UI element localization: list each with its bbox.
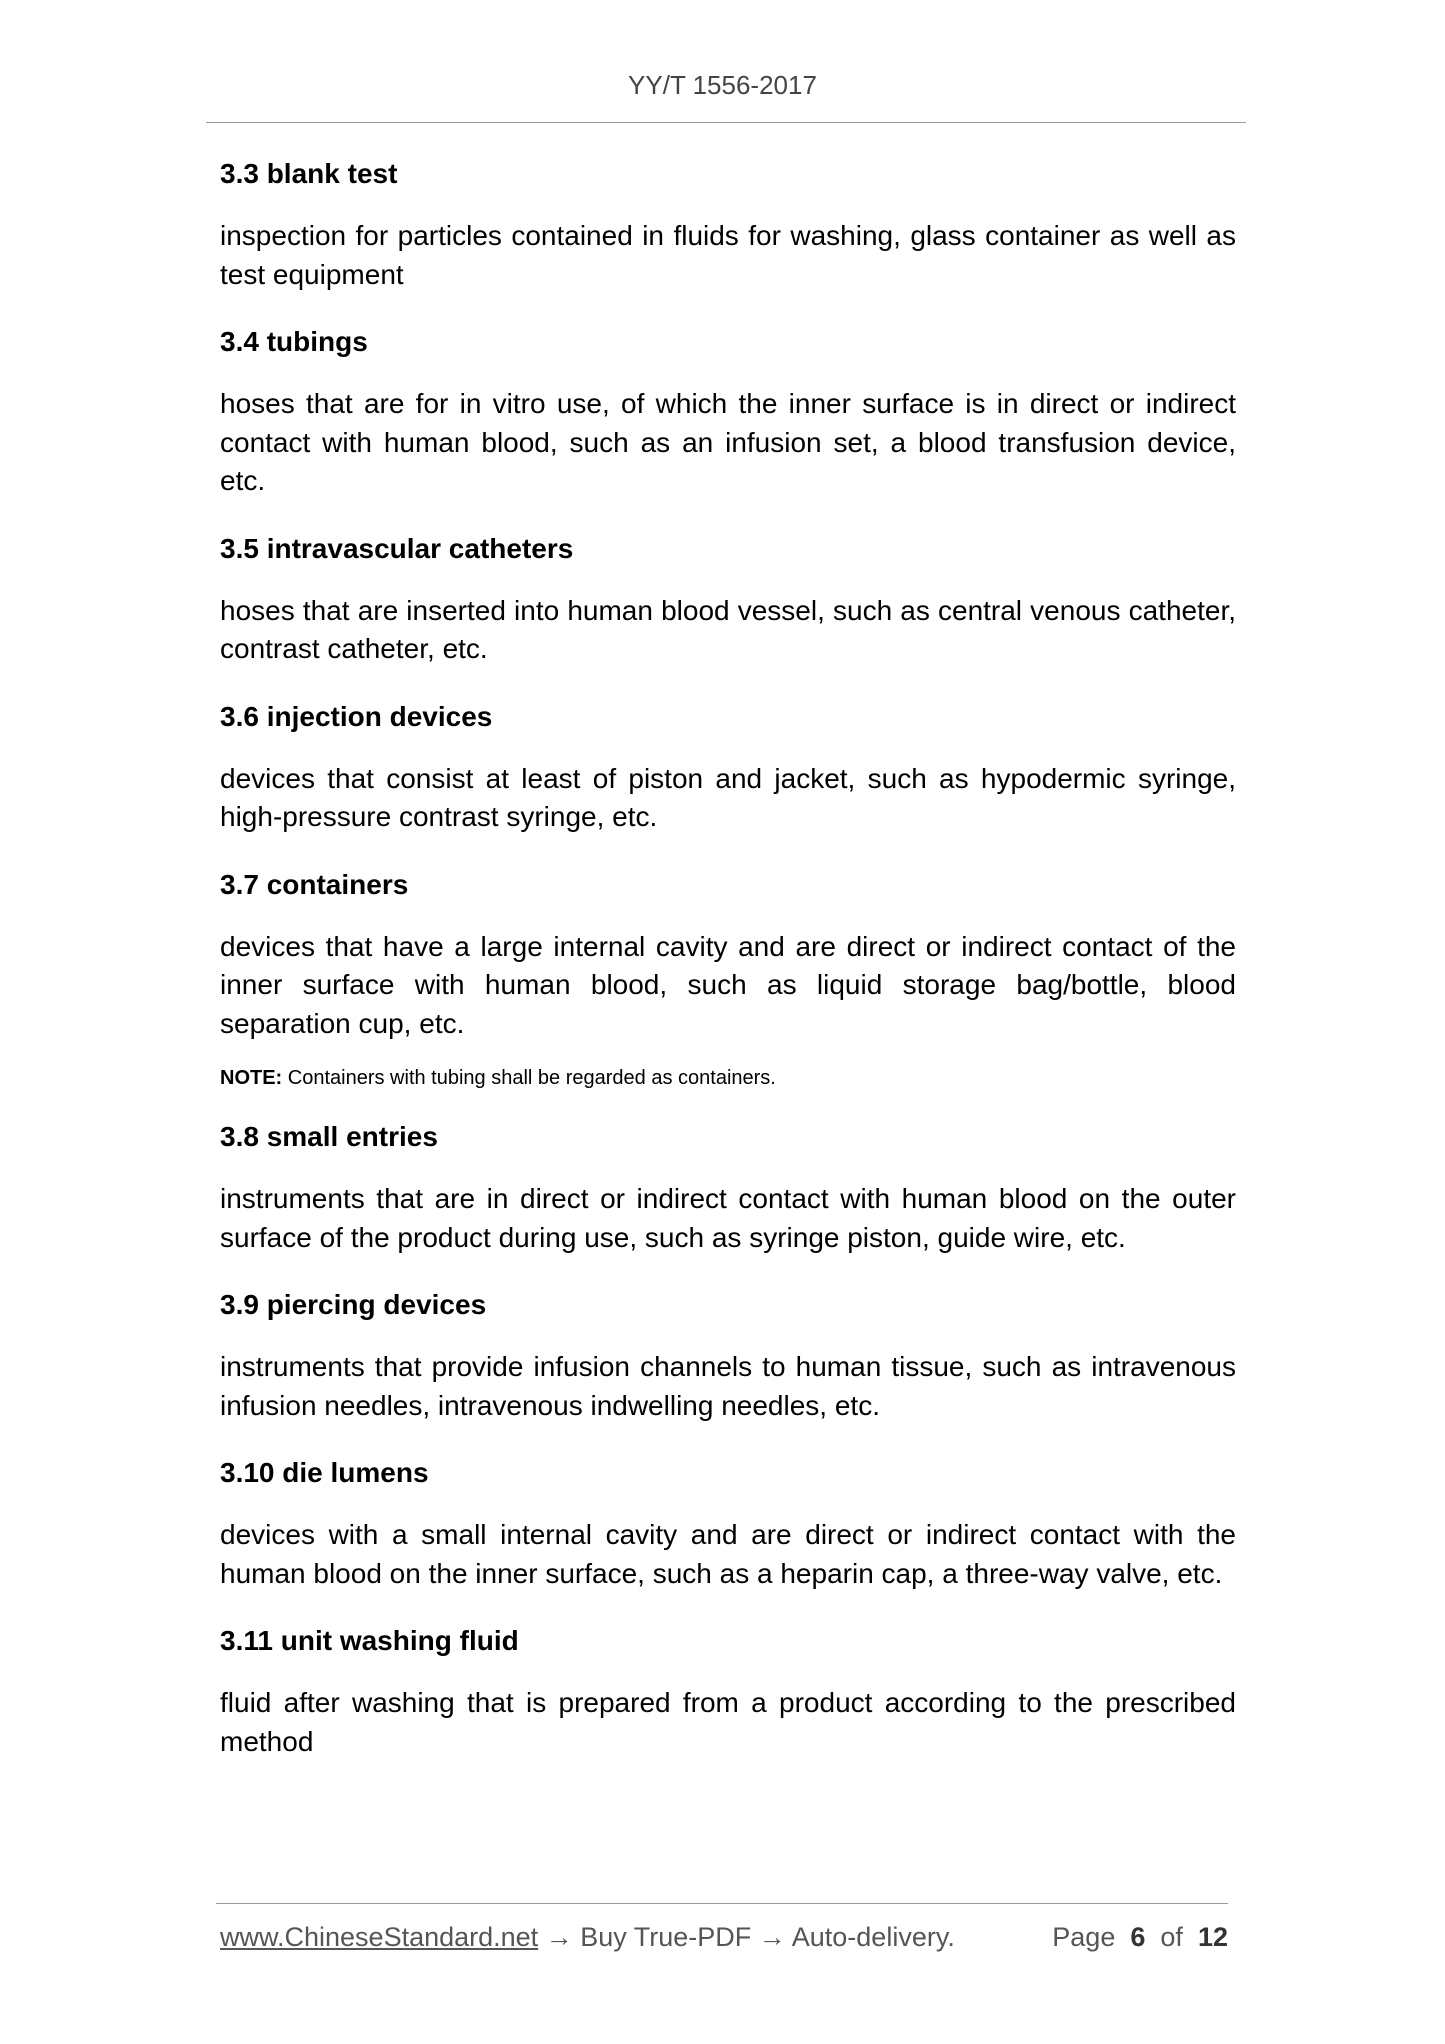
footer-divider	[216, 1903, 1228, 1904]
term-definition: instruments that are in direct or indirect contact with human blood on the outer surface of the product during use, such as syringe piston, guide wire, etc.	[220, 1183, 1236, 1253]
term-definition: instruments that provide infusion channels to human tissue, such as intravenous infusion needles, intravenous indwelling needles, etc.	[220, 1351, 1236, 1421]
website-link[interactable]: www.ChineseStandard.net	[220, 1922, 539, 1952]
term-definition: hoses that are inserted into human blood vessel, such as central venous catheter, contrast catheter, etc.	[220, 594, 1236, 664]
term-heading: 3.10 die lumens	[220, 1457, 429, 1488]
page-total: 12	[1197, 1922, 1228, 1952]
page-footer	[220, 1922, 1228, 1953]
term-heading: 3.7 containers	[220, 868, 409, 900]
page-of: of	[1160, 1922, 1183, 1952]
note	[220, 1064, 1236, 1092]
term-heading: 3.3 blank test	[220, 158, 398, 189]
term-definition: inspection for particles contained in fluids for washing, glass container as well as test equipment	[220, 220, 1236, 290]
term-heading: 3.6 injection devices	[220, 700, 493, 732]
term-heading: 3.11 unit washing fluid	[220, 1625, 519, 1656]
header-divider	[206, 122, 1246, 123]
term-definition: hoses that are for in vitro use, of which the inner surface is in direct or indirect contact with human blood, such as an infusion set, a blood transfusion device, etc.	[220, 388, 1236, 496]
term-definition: devices that have a large internal cavity and are direct or indirect contact of the inner surface with human blood, such as liquid storage bag/bottle, blood separation cup, etc.	[220, 930, 1236, 1039]
note-text: Containers with tubing shall be regarded as containers.	[287, 1067, 776, 1089]
page-label: Page	[1052, 1922, 1116, 1952]
term-heading: 3.8 small entries	[220, 1121, 438, 1152]
promo-text: → Buy True-PDF → Auto-delivery.	[545, 1922, 955, 1952]
page-indicator	[1052, 1922, 1228, 1953]
note-label: NOTE:	[220, 1067, 283, 1089]
document-code-header: YY/T 1556-2017	[628, 70, 817, 100]
term-heading: 3.5 intravascular catheters	[220, 532, 574, 564]
page-current: 6	[1130, 1922, 1146, 1952]
document-body	[220, 155, 1236, 1790]
term-heading: 3.4 tubings	[220, 326, 368, 357]
term-heading: 3.9 piercing devices	[220, 1289, 487, 1320]
term-definition: devices with a small internal cavity and are direct or indirect contact with the human blood on the inner surface, such as a heparin cap, a three-way valve, etc.	[220, 1519, 1236, 1589]
term-definition: devices that consist at least of piston and jacket, such as hypodermic syringe, high-pressure contrast syringe, etc.	[220, 762, 1236, 832]
term-definition: fluid after washing that is prepared from a product according to the prescribed method	[220, 1687, 1236, 1757]
